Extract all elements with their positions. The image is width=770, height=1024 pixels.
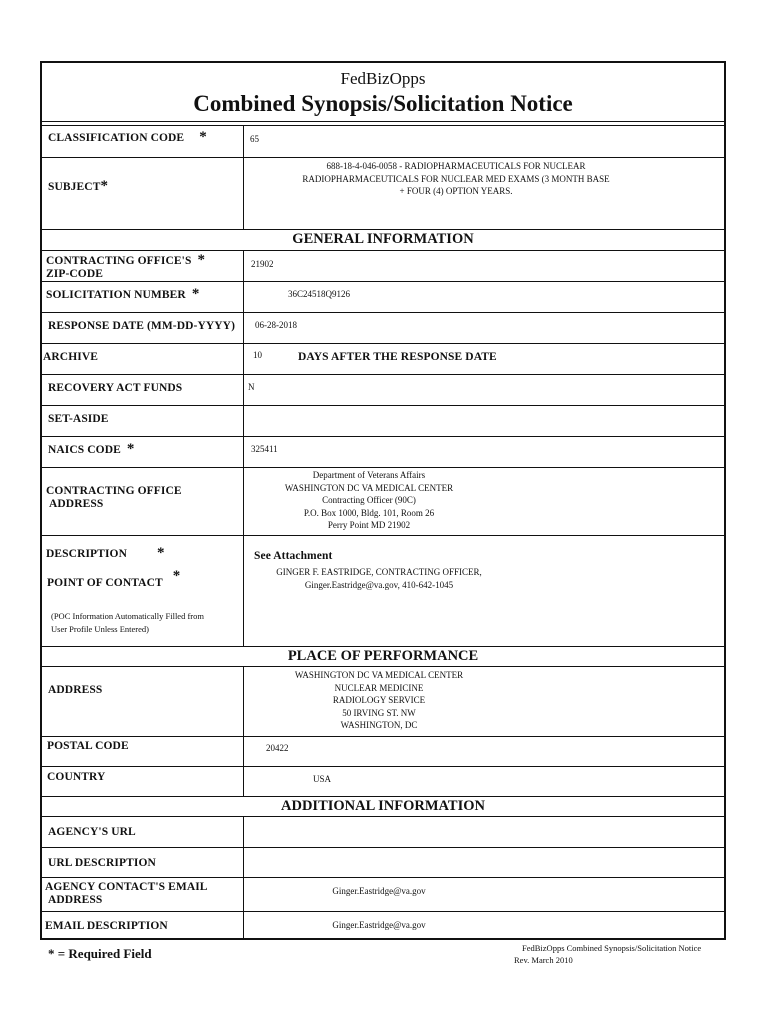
- subject-value[interactable]: 688-18-4-046-0058 - RADIOPHARMACEUTICALS FOR NUCLEAR RADIOPHARMACEUTICALS FOR NUCLEAR MED EXAMS (3 MONTH BASE + FOUR (4) OPTION YEARS.: [302, 161, 610, 196]
- poc-value[interactable]: GINGER F. EASTRIDGE, CONTRACTING OFFICER, Ginger.Eastridge@va.gov, 410-642-1045: [276, 567, 482, 590]
- form-revision-info: [514, 942, 701, 966]
- divider: [42, 646, 724, 647]
- url-description-label: URL DESCRIPTION: [48, 857, 156, 869]
- archive-value[interactable]: 10: [253, 350, 262, 360]
- poc-note: (POC Information Automatically Filled from User Profile Unless Entered): [51, 611, 204, 634]
- divider: [42, 374, 724, 375]
- divider: [42, 535, 724, 536]
- divider: [42, 312, 724, 313]
- naics-code-label: NAICS CODE *: [48, 441, 135, 457]
- divider: [42, 121, 724, 122]
- divider: [42, 847, 724, 848]
- naics-code-value[interactable]: 325411: [251, 444, 278, 454]
- divider: [42, 736, 724, 737]
- address-value[interactable]: WASHINGTON DC VA MEDICAL CENTER NUCLEAR MEDICINE RADIOLOGY SERVICE 50 IRVING ST. NW WASHINGTON, DC: [294, 670, 464, 730]
- country-label: COUNTRY: [47, 771, 106, 783]
- divider: [42, 766, 724, 767]
- classification-code-value[interactable]: 65: [250, 134, 259, 144]
- solicitation-number-value[interactable]: 36C24518Q9126: [288, 289, 351, 299]
- divider: [42, 467, 724, 468]
- email-description-value[interactable]: Ginger.Eastridge@va.gov: [332, 920, 426, 930]
- description-value[interactable]: See Attachment: [254, 550, 333, 562]
- divider: [42, 250, 724, 251]
- divider: [42, 436, 724, 437]
- postal-code-label: POSTAL CODE: [47, 740, 129, 752]
- email-description-label: EMAIL DESCRIPTION: [45, 920, 168, 932]
- postal-code-value[interactable]: 20422: [266, 743, 289, 753]
- required-star: *: [172, 568, 181, 584]
- required-star: *: [191, 286, 200, 302]
- recovery-act-label: RECOVERY ACT FUNDS: [48, 382, 183, 394]
- divider: [42, 666, 724, 667]
- required-star: *: [126, 441, 135, 457]
- office-address-label: CONTRACTING OFFICE ADDRESS: [46, 485, 182, 510]
- divider: [42, 796, 724, 797]
- form-revision: Rev. March 2010: [514, 955, 573, 965]
- set-aside-label: SET-ASIDE: [48, 413, 109, 425]
- zip-code-label: CONTRACTING OFFICE'S * ZIP-CODE: [46, 252, 206, 280]
- subject-label: SUBJECT*: [48, 178, 109, 194]
- agency-email-value[interactable]: Ginger.Eastridge@va.gov: [332, 886, 426, 896]
- classification-code-label: CLASSIFICATION CODE *: [48, 129, 207, 145]
- agency-url-label: AGENCY'S URL: [48, 826, 136, 838]
- response-date-label: RESPONSE DATE (MM-DD-YYYY): [48, 320, 236, 332]
- divider: [42, 229, 724, 230]
- section-place-of-performance: PLACE OF PERFORMANCE: [287, 648, 479, 664]
- divider: [42, 125, 724, 126]
- required-field-note: * = Required Field: [48, 946, 152, 961]
- required-star: *: [100, 178, 109, 194]
- divider: [42, 816, 724, 817]
- form-title: Combined Synopsis/Solicitation Notice: [193, 91, 573, 116]
- description-label: DESCRIPTION *: [46, 545, 165, 561]
- divider: [42, 911, 724, 912]
- form-name: FedBizOpps Combined Synopsis/Solicitation Notice: [522, 943, 702, 953]
- section-general-information: GENERAL INFORMATION: [292, 231, 474, 247]
- divider: [42, 343, 724, 344]
- agency-email-label: AGENCY CONTACT'S EMAIL ADDRESS: [45, 881, 208, 906]
- divider: [42, 281, 724, 282]
- required-star: *: [199, 129, 207, 145]
- divider: [42, 405, 724, 406]
- notice-form: [40, 61, 726, 940]
- recovery-act-value[interactable]: N: [248, 382, 255, 392]
- poc-label: POINT OF CONTACT *: [47, 568, 181, 589]
- office-address-value[interactable]: Department of Veterans Affairs WASHINGTON DC VA MEDICAL CENTER Contracting Officer (90C) P.O. Box 1000, Bldg. 101, Room 26 Perry Point MD 21902: [284, 470, 454, 530]
- solicitation-number-label: SOLICITATION NUMBER *: [46, 286, 200, 302]
- section-additional-information: ADDITIONAL INFORMATION: [281, 798, 485, 814]
- site-name: FedBizOpps: [340, 69, 426, 88]
- archive-label: ARCHIVE: [43, 351, 99, 363]
- divider: [42, 157, 724, 158]
- address-label: ADDRESS: [48, 684, 103, 696]
- zip-code-value[interactable]: 21902: [251, 259, 274, 269]
- country-value[interactable]: USA: [313, 774, 332, 784]
- response-date-value[interactable]: 06-28-2018: [255, 320, 297, 330]
- archive-suffix: DAYS AFTER THE RESPONSE DATE: [298, 351, 497, 363]
- required-star: *: [156, 545, 165, 561]
- divider: [42, 877, 724, 878]
- required-star: *: [197, 252, 206, 268]
